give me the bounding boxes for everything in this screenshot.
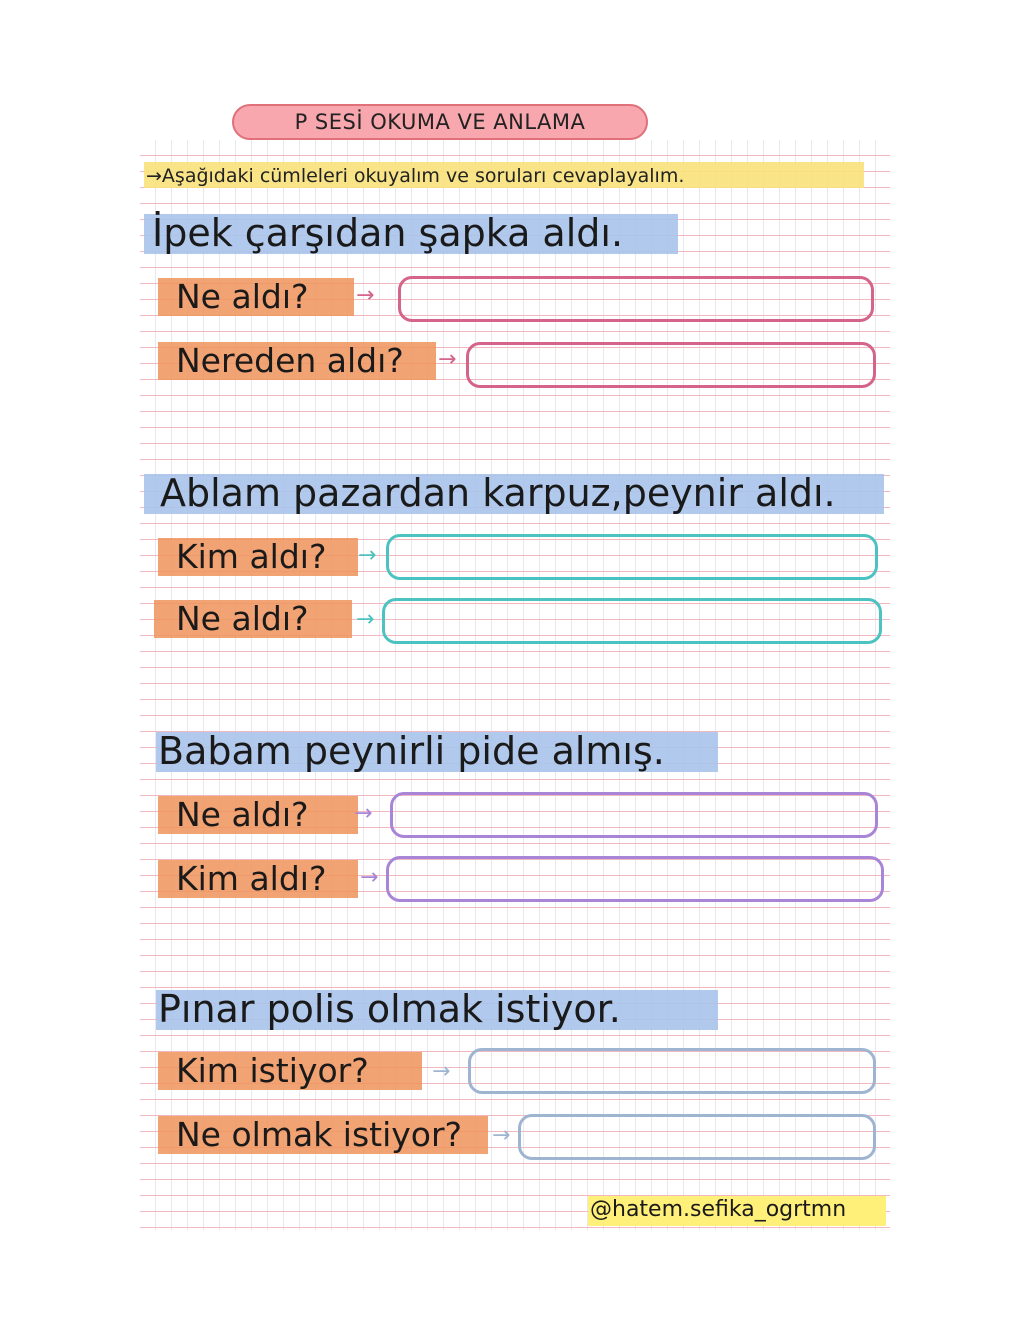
question-2-1: Kim aldı? xyxy=(176,537,327,576)
answer-box-1-2[interactable] xyxy=(466,342,876,388)
answer-box-2-1[interactable] xyxy=(386,534,878,580)
arrow-right-icon: → xyxy=(360,865,379,890)
arrow-right-icon: → xyxy=(356,607,375,632)
question-3-2: Kim aldı? xyxy=(176,859,327,898)
answer-box-4-1[interactable] xyxy=(468,1048,876,1094)
arrow-right-icon: → xyxy=(356,283,375,308)
answer-box-1-1[interactable] xyxy=(398,276,874,322)
instruction-text: →Aşağıdaki cümleleri okuyalım ve soruları cevaplayalım. xyxy=(146,165,685,187)
sentence-3: Babam peynirli pide almış. xyxy=(158,729,665,773)
page-title: P SESİ OKUMA VE ANLAMA xyxy=(294,110,586,134)
question-2-2: Ne aldı? xyxy=(176,599,309,638)
answer-box-3-2[interactable] xyxy=(386,856,884,902)
answer-box-2-2[interactable] xyxy=(382,598,882,644)
sentence-1: İpek çarşıdan şapka aldı. xyxy=(152,211,624,255)
author-credit: @hatem.sefika_ogrtmn xyxy=(590,1197,847,1222)
arrow-right-icon: → xyxy=(438,347,457,372)
sentence-4: Pınar polis olmak istiyor. xyxy=(158,987,621,1031)
sentence-2: Ablam pazardan karpuz,peynir aldı. xyxy=(160,471,836,515)
arrow-right-icon: → xyxy=(432,1059,451,1084)
question-4-1: Kim istiyor? xyxy=(176,1051,369,1090)
arrow-right-icon: → xyxy=(492,1123,511,1148)
question-1-2: Nereden aldı? xyxy=(176,341,404,380)
question-3-1: Ne aldı? xyxy=(176,795,309,834)
question-1-1: Ne aldı? xyxy=(176,277,309,316)
answer-box-3-1[interactable] xyxy=(390,792,878,838)
answer-box-4-2[interactable] xyxy=(518,1114,876,1160)
arrow-right-icon: → xyxy=(358,543,377,568)
title-badge xyxy=(232,104,648,140)
question-4-2: Ne olmak istiyor? xyxy=(176,1115,463,1154)
arrow-right-icon: → xyxy=(354,801,373,826)
